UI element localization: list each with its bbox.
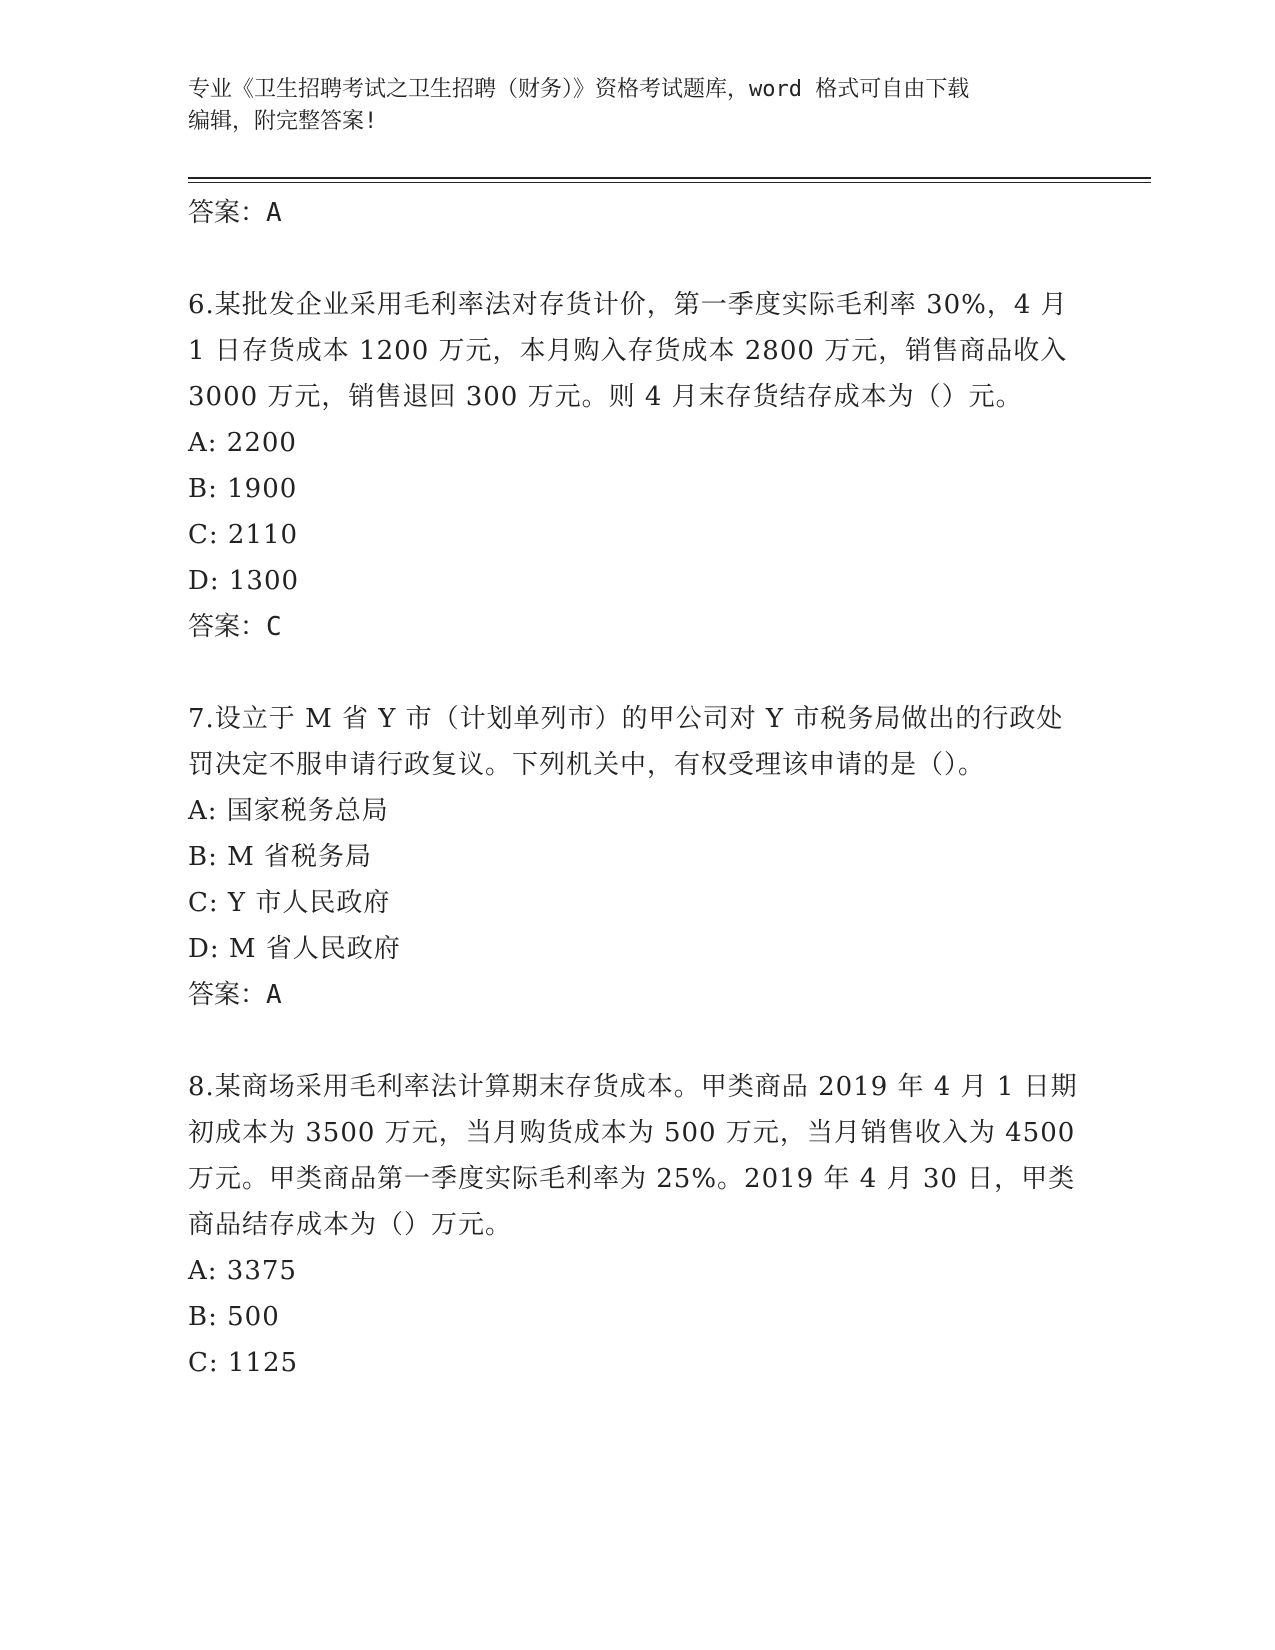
question-7-option-a: A: 国家税务总局: [188, 796, 389, 826]
question-7-option-b: B: M 省税务局: [188, 842, 373, 872]
question-7-answer: 答案：A: [188, 980, 282, 1010]
question-6-answer: 答案：C: [188, 612, 282, 642]
question-6: [188, 282, 1088, 650]
question-8-option-c: C: 1125: [188, 1348, 299, 1378]
question-8-option-b: B: 500: [188, 1302, 280, 1332]
question-6-option-b: B: 1900: [188, 474, 298, 504]
previous-answer: 答案：A: [188, 198, 282, 228]
question-7-option-c: C: Y 市人民政府: [188, 888, 391, 918]
question-6-option-d: D: 1300: [188, 566, 300, 596]
question-8-text: 8.某商场采用毛利率法计算期末存货成本。甲类商品 2019 年 4 月 1 日期初成本为 3500 万元，当月购货成本为 500 万元，当月销售收入为 4500 万元。甲类商品第一季度实际毛利率为 25%。2019 年 4 月 30 日，甲类商品结存成本为（）万元。: [188, 1072, 1078, 1240]
question-6-option-c: C: 2110: [188, 520, 299, 550]
header-line-1: 专业《卫生招聘考试之卫生招聘（财务）》资格考试题库，word 格式可自由下载: [188, 77, 970, 102]
question-7-option-d: D: M 省人民政府: [188, 934, 401, 964]
question-7: [188, 696, 1088, 1018]
question-6-option-a: A: 2200: [188, 428, 297, 458]
document-body: [188, 190, 1088, 1386]
question-7-text: 7.设立于 M 省 Y 市（计划单列市）的甲公司对 Y 市税务局做出的行政处罚决定不服申请行政复议。下列机关中，有权受理该申请的是（）。: [188, 704, 1064, 780]
header-rule-thick: [188, 177, 1151, 179]
question-6-text: 6.某批发企业采用毛利率法对存货计价，第一季度实际毛利率 30%，4 月 1 日存货成本 1200 万元，本月购入存货成本 2800 万元，销售商品收入 3000 万元，销售退回 300 万元。则 4 月末存货结存成本为（）元。: [188, 290, 1068, 412]
question-8: [188, 1064, 1088, 1386]
header-rule-thin: [188, 182, 1151, 183]
header-line-2: 编辑，附完整答案!: [188, 109, 378, 134]
question-8-option-a: A: 3375: [188, 1256, 297, 1286]
page-header: [188, 74, 1068, 138]
